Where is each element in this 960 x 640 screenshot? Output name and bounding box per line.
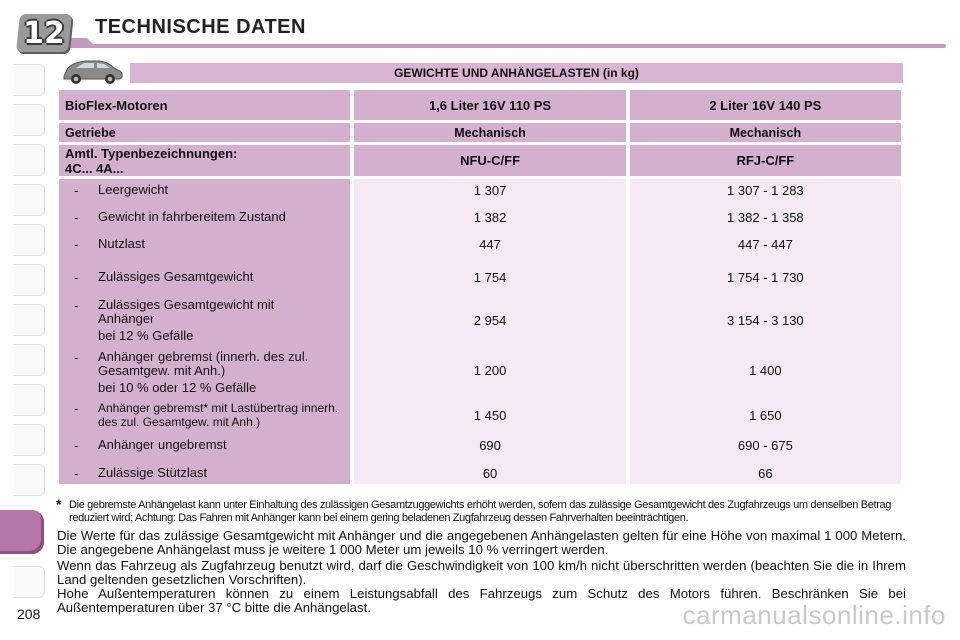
- weights-body: [59, 179, 901, 484]
- weights-labels: [59, 179, 350, 484]
- dash: -: [74, 401, 79, 416]
- table-cell: 1 307: [473, 183, 507, 198]
- chapter-tab[interactable]: [14, 224, 45, 256]
- table-cell: 2 954: [473, 313, 507, 328]
- table-cell: 3 154 - 3 130: [727, 313, 804, 328]
- table-cell: 690 - 675: [737, 438, 793, 453]
- type-2: RFJ-C/FF: [630, 145, 901, 176]
- gearbox-2: Mechanisch: [630, 123, 901, 142]
- chapter-tab[interactable]: [14, 184, 45, 216]
- weights-col-1: [354, 179, 625, 484]
- table-cell: 1 754 - 1 730: [727, 270, 804, 285]
- type-label: [59, 145, 350, 176]
- chapter-tab[interactable]: [14, 384, 45, 416]
- chapter-tab[interactable]: [14, 144, 45, 176]
- type-row: [59, 145, 901, 176]
- row-label: Anhänger gebremst* mit Lastübertrag innerh. des zul. Gesamtgew. mit Anh.): [98, 401, 339, 429]
- weights-table: [55, 87, 905, 487]
- watermark: carmanualsonline.info: [682, 600, 946, 630]
- row-label: Anhänger gebremst (innerh. des zul. Gesamtgew. mit Anh.): [98, 349, 309, 378]
- chapter-tabs: [0, 0, 48, 640]
- dash: -: [74, 466, 79, 481]
- gearbox-1: Mechanisch: [354, 123, 625, 142]
- row-label: Zulässige Stützlast: [98, 465, 208, 480]
- chapter-tab[interactable]: [14, 104, 45, 136]
- paragraph-altitude: Die Werte für das zulässige Gesamtgewicht mit Anhänger und die angegebenen Anhängelasten gelten für eine Höhe von maximal 1 000 Metern. Die angegebene Anhängelast muss je weitere 1 000 Meter um jeweils 10 % verringert werden.: [57, 528, 906, 557]
- row-sublabel: bei 12 % Gefälle: [98, 328, 194, 343]
- chapter-number: 12: [23, 16, 65, 51]
- footnote-mark: *: [56, 496, 62, 512]
- table-cell: 1 307 - 1 283: [727, 183, 804, 198]
- chapter-tab[interactable]: [14, 64, 45, 96]
- weights-col-2: [630, 179, 901, 484]
- chapter-tab[interactable]: [14, 566, 45, 598]
- dash: -: [74, 237, 79, 252]
- table-cell: 447: [479, 237, 501, 252]
- chapter-tab[interactable]: [14, 424, 45, 456]
- car-icon: [60, 56, 124, 86]
- table-cell: 60: [482, 466, 498, 481]
- dash: -: [74, 210, 79, 225]
- table-cell: 1 400: [749, 363, 782, 378]
- row-sublabel: bei 10 % oder 12 % Gefälle: [98, 380, 257, 395]
- paragraph-temperature: Hohe Außentemperaturen können zu einem Leistungsabfall des Fahrzeugs zum Schutz des Motors führen. Beschränken Sie bei Außentemperaturen über 37 °C bitte die Anhängelast.: [57, 586, 906, 615]
- chapter-tab[interactable]: [14, 344, 45, 376]
- row-label: Leergewicht: [98, 182, 169, 197]
- type-label-line1: Amtl. Typenbezeichnungen:: [65, 145, 238, 161]
- table-cell: 1 382: [473, 210, 507, 225]
- gearbox-label: Getriebe: [59, 123, 350, 142]
- row-label: Zulässiges Gesamtgewicht: [98, 269, 254, 284]
- engine-label: BioFlex-Motoren: [59, 90, 350, 120]
- row-label: Nutzlast: [98, 236, 145, 251]
- title-underline: [80, 44, 946, 48]
- table-cell: 1 450: [473, 408, 507, 423]
- table-cell: 1 650: [749, 408, 782, 423]
- dash: -: [74, 350, 79, 365]
- type-1: NFU-C/FF: [354, 145, 625, 176]
- row-label: Gewicht in fahrbereitem Zustand: [98, 209, 286, 224]
- section-title: GEWICHTE UND ANHÄNGELASTEN (in kg): [130, 63, 903, 83]
- table-cell: 690: [479, 438, 501, 453]
- table-cell: 447 - 447: [737, 237, 793, 252]
- table-cell: 1 200: [473, 363, 507, 378]
- dash: -: [74, 298, 79, 313]
- table-cell: 66: [758, 466, 773, 481]
- table-cell: 1 754: [473, 270, 507, 285]
- dash: -: [74, 270, 79, 285]
- dash: -: [74, 438, 79, 453]
- engine-row: [59, 90, 901, 120]
- page-number: 208: [17, 606, 41, 622]
- row-label: Zulässiges Gesamtgewicht mit Anhänger: [98, 297, 275, 326]
- row-label: Anhänger ungebremst: [98, 437, 227, 452]
- footnote-text: Die gebremste Anhängelast kann unter Einhaltung des zulässigen Gesamtzuggewichts erhöht werden, sofern das zulässige Gesamtgewicht des Zugfahrzeugs um denselben Betrag reduziert wird; Achtung: Das Fahren mit Anhänger kann bei einem gering beladenen Zugfahrzeug dessen Fahrverhalten beeinträchtigen.: [69, 499, 892, 524]
- type-label-line2: 4C... 4A...: [65, 160, 124, 176]
- chapter-tab[interactable]: [14, 304, 45, 336]
- engine-1: 1,6 Liter 16V 110 PS: [354, 90, 625, 120]
- engine-2: 2 Liter 16V 140 PS: [630, 90, 901, 120]
- gearbox-row: [59, 123, 901, 142]
- dash: -: [74, 183, 79, 198]
- chapter-tab[interactable]: [14, 264, 45, 296]
- chapter-badge: [16, 14, 72, 52]
- paragraph-speed: Wenn das Fahrzeug als Zugfahrzeug benutzt wird, darf die Geschwindigkeit von 100 km/h nicht überschritten werden (beachten Sie die in Ihrem Land geltenden gesetzlichen Vorschriften).: [57, 558, 906, 587]
- chapter-tab[interactable]: [14, 464, 45, 496]
- chapter-tab-active[interactable]: [0, 510, 44, 554]
- page-title: TECHNISCHE DATEN: [95, 16, 306, 38]
- table-cell: 1 382 - 1 358: [727, 210, 804, 225]
